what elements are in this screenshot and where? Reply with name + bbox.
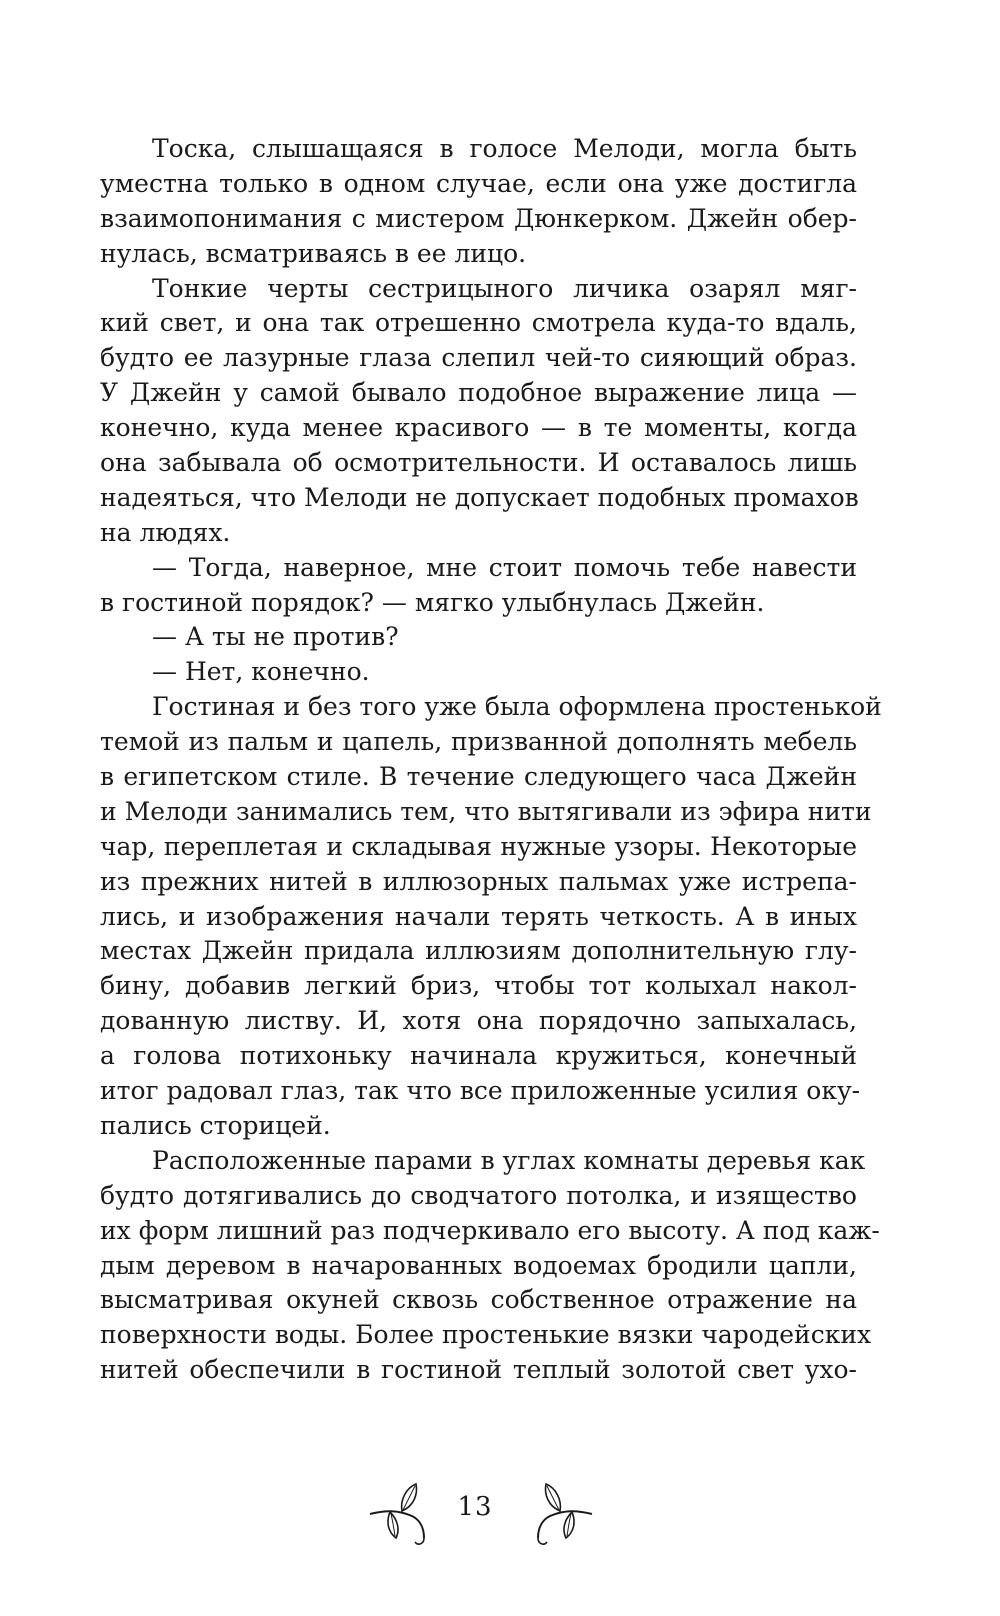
- text-line: надеяться, что Мелоди не допускает подобных промахов: [100, 482, 859, 512]
- text-line: высматривая окуней сквозь собственное отражение на: [100, 1285, 857, 1315]
- text-line: нулась, всматриваясь в ее лицо.: [100, 238, 527, 268]
- text-line: дованную листву. И, хотя она порядочно запыхалась,: [100, 1006, 857, 1036]
- text-line: конечно, куда менее красивого — в те моменты, когда: [100, 413, 857, 443]
- text-line: итог радовал глаз, так что все приложенные усилия оку-: [100, 1076, 861, 1106]
- text-line: У Джейн у самой бывало подобное выражение лица —: [100, 378, 857, 408]
- text-line: поверхности воды. Более простенькие вязки чародейских: [100, 1320, 872, 1350]
- page-body: [100, 132, 882, 1388]
- text-line: и Мелоди занимались тем, что вытягивали из эфира нити: [100, 796, 872, 826]
- text-line: — Нет, конечно.: [152, 657, 370, 687]
- text-line: будто ее лазурные глаза слепил чей-то сияющий образ.: [100, 343, 857, 373]
- text-line: нитей обеспечили в гостиной теплый золотой свет ухо-: [100, 1355, 857, 1385]
- text-line: местах Джейн придала иллюзиям дополнительную глу-: [100, 936, 857, 966]
- text-line: Гостиная и без того уже была оформлена простенькой: [152, 692, 882, 722]
- page-footer: [0, 1480, 1000, 1550]
- text-line: а голова потихоньку начинала кружиться, конечный: [100, 1041, 857, 1071]
- text-line: в гостиной порядок? — мягко улыбнулась Джейн.: [100, 587, 765, 617]
- text-line: Тонкие черты сестрицыного личика озарял мяг-: [152, 273, 857, 303]
- text-line: — А ты не против?: [152, 622, 399, 652]
- text-line: уместна только в одном случае, если она уже достигла: [100, 168, 857, 198]
- leaf-ornament-icon: [524, 1480, 594, 1550]
- text-line: лись, и изображения начали терять четкость. А в иных: [100, 901, 857, 931]
- text-line: взаимопонимания с мистером Дюнкерком. Джейн обер-: [100, 203, 857, 233]
- text-line: бину, добавив легкий бриз, чтобы тот колыхал накол-: [100, 971, 857, 1001]
- leaf-ornament-icon: [368, 1480, 438, 1550]
- text-line: пались сторицей.: [100, 1110, 331, 1140]
- text-line: Расположенные парами в углах комнаты деревья как: [152, 1145, 866, 1175]
- text-line: из прежних нитей в иллюзорных пальмах уже истрепа-: [100, 866, 857, 896]
- text-line: будто дотягивались до сводчатого потолка, и изящество: [100, 1180, 857, 1210]
- text-line: — Тогда, наверное, мне стоит помочь тебе навести: [152, 552, 857, 582]
- text-line: их форм лишний раз подчеркивало его высоту. А под каж-: [100, 1215, 880, 1245]
- text-line: чар, переплетая и складывая нужные узоры. Некоторые: [100, 831, 857, 861]
- text-line: в египетском стиле. В течение следующего часа Джейн: [100, 762, 857, 792]
- text-line: на людях.: [100, 517, 231, 547]
- page-number: 13: [457, 1492, 493, 1522]
- text-line: дым деревом в начарованных водоемах бродили цапли,: [100, 1250, 857, 1280]
- text-line: кий свет, и она так отрешенно смотрела куда-то вдаль,: [100, 308, 857, 338]
- text-line: она забывала об осмотрительности. И оставалось лишь: [100, 448, 857, 478]
- text-line: темой из пальм и цапель, призванной дополнять мебель: [100, 727, 857, 757]
- text-line: Тоска, слышащаяся в голосе Мелоди, могла быть: [152, 134, 857, 163]
